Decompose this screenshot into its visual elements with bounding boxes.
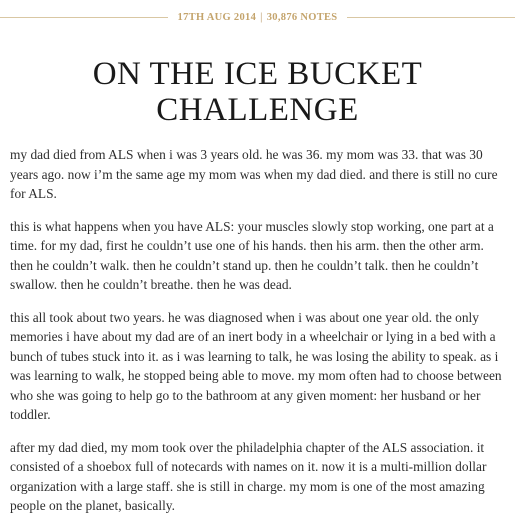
post-title-line2: CHALLENGE [156,92,359,128]
post-paragraph-2: this is what happens when you have ALS: your muscles slowly stop working, one part at a time. for my dad, first he couldn’t use one of his hands. then his arm. then the other arm. then he couldn’t walk. then he couldn’t stand up. then he couldn’t talk. then he couldn’t swallow. then he couldn’t breathe. then he was dead. [10,218,494,292]
notes-count-link[interactable]: 30,876 NOTES [266,11,338,23]
meta-rule-right [347,17,515,18]
post-title [0,56,515,128]
meta-separator: | [260,11,263,23]
post-date-link[interactable]: 17TH AUG 2014 [177,11,257,23]
post-paragraph-1: my dad died from ALS when i was 3 years old. he was 36. my mom was 33. that was 30 years ago. now i’m the same age my mom was when my dad died. and there is still no cure for ALS. [10,147,498,201]
meta-rule-left [0,17,168,18]
post-paragraph-3: this all took about two years. he was diagnosed when i was about one year old. the only memories i have about my dad are of an inert body in a wheelchair or lying in a bed with a bunch of tubes stuck into it. as i was learning to talk, he was losing the ability to speak. as i was learning to walk, he stopped being able to move. my mom often had to choose between who she was going to help go to the bathroom at any given moment: her husband or her toddler. [10,309,502,422]
post-paragraph-4: after my dad died, my mom took over the philadelphia chapter of the ALS association. it consisted of a shoebox full of notecards with names on it. now it is a multi-million dollar organization with a large staff. she is still in charge. my mom is one of the most amazing people on the planet, basically. [10,439,487,513]
post-meta [0,6,515,28]
post-body [10,145,510,529]
meta-text [178,12,338,23]
post-title-line1: ON THE ICE BUCKET [92,56,423,92]
